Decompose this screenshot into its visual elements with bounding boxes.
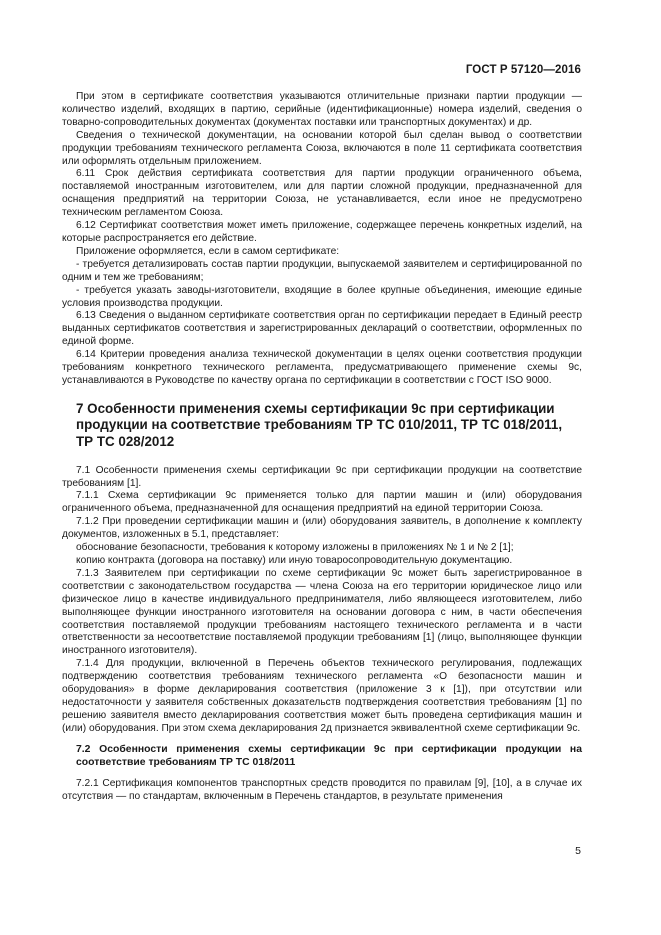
clause-7-1: 7.1 Особенности применения схемы сертификации 9с при сертификации продукции на соответствие требованиям [1].	[62, 464, 582, 489]
document-code: ГОСТ Р 57120—2016	[465, 64, 581, 76]
document-body	[62, 91, 582, 804]
page-number: 5	[575, 845, 581, 857]
clause-6-11: 6.11 Срок действия сертификата соответствия для партии продукции ограниченного объема, поставляемой иностранным изготовителем, или для партии сложной продукции, предназначенной для оснащения предприятий на территории Союза, не устанавливается, если иное не предусмотрено техническим регламентом Союза.	[62, 168, 582, 219]
clause-6-14: 6.14 Критерии проведения анализа технической документации в целях оценки соответствия продукции требованиям конкретного технического регламента, предусматривающего применение схемы 9с, устанавливаются в Руководстве по качеству органа по сертификации в соответствии с ГОСТ ISO 9000.	[62, 349, 582, 386]
clause-6-12: 6.12 Сертификат соответствия может иметь приложение, содержащее перечень конкретных изделий, на которые распространяется его действие.	[62, 220, 582, 244]
clause-7-2-1: 7.2.1 Сертификация компонентов транспортных средств проводится по правилам [9], [10], а в случае их отсутствия — по стандартам, включенным в Перечень стандартов, в результате применения	[62, 778, 582, 803]
section-7-2-heading: 7.2 Особенности применения схемы сертификации 9с при сертификации продукции на соответствие требованиям ТР ТС 018/2011	[76, 743, 582, 768]
paragraph: Сведения о технической документации, на основании которой был сделан вывод о соответствии продукции требованиям технического регламента Союза, включаются в поле 11 сертификата соответствия или оформлять отдельным приложением.	[62, 129, 582, 167]
list-item: обоснование безопасности, требования к которому изложены в приложениях № 1 и № 2 [1];	[76, 542, 514, 554]
section-7-heading: 7 Особенности применения схемы сертификации 9с при сертификации продукции на соответствие требованиям ТР ТС 010/2011, ТР ТС 018/2011, ТР ТС 028/2012	[76, 400, 563, 450]
paragraph: Приложение оформляется, если в самом сертификате:	[76, 245, 340, 257]
list-item: - требуется указать заводы-изготовители, входящие в более крупные объединения, имеющие единые условия производства продукции.	[62, 284, 582, 309]
list-item: копию контракта (договора на поставку) или иную товаросопроводительную документацию.	[76, 554, 513, 566]
clause-7-1-4: 7.1.4 Для продукции, включенной в Перечень объектов технического регулирования, подлежащих подтверждению соответствия требованиям технического регламента «О безопасности машин и оборудования» в форме декларирования соответствия (приложение 3 к [1]), при отсутствии или недостаточности у заявителя собственных доказательств подтверждения соответствия требованиям [1] по решению заявителя вместо декларирования соответствия может быть проведена сертификация машин и (или) оборудования. При этом схема декларирования 2д признается эквивалентной схеме сертификации 9с.	[62, 658, 582, 734]
paragraph: При этом в сертификате соответствия указываются отличительные признаки партии продукции — количество изделий, входящих в партию, серийные (идентификационные) номера изделий, сведения о товарно-сопроводительных документах (документах поставки или транспортных документах) и др.	[62, 91, 582, 128]
clause-6-13: 6.13 Сведения о выданном сертификате соответствия орган по сертификации передает в Единый реестр выданных сертификатов соответствия и зарегистрированных деклараций о соответствии, оформленных по единой форме.	[62, 310, 582, 348]
clause-7-1-2: 7.1.2 При проведении сертификации машин и (или) оборудования заявитель, в дополнение к комплекту документов, изложенных в 5.1, представляет:	[62, 516, 582, 541]
list-item: - требуется детализировать состав партии продукции, выпускаемой заявителем и сертифицированной по одним и тем же требованиям;	[62, 258, 582, 283]
clause-7-1-1: 7.1.1 Схема сертификации 9с применяется только для партии машин и (или) оборудования ограниченного объема, предназначенной для оснащения предприятий на единой территории Союза.	[62, 490, 582, 515]
clause-7-1-3: 7.1.3 Заявителем при сертификации по схеме сертификации 9с может быть зарегистрированное в соответствии с законодательством государства — члена Союза на его территории юридическое лицо или физическое лицо в качестве индивидуального предпринимателя, либо являющееся изготовителем, либо выполняющее функции иностранного изготовителя на основании договора с ним, в части обеспечения соответствия поставляемой продукции требованиям настоящего технического регламента и в части ответственности за несоответствие поставляемой продукции требованиям [1] (лицо, выполняющее функции иностранного изготовителя).	[62, 567, 582, 657]
